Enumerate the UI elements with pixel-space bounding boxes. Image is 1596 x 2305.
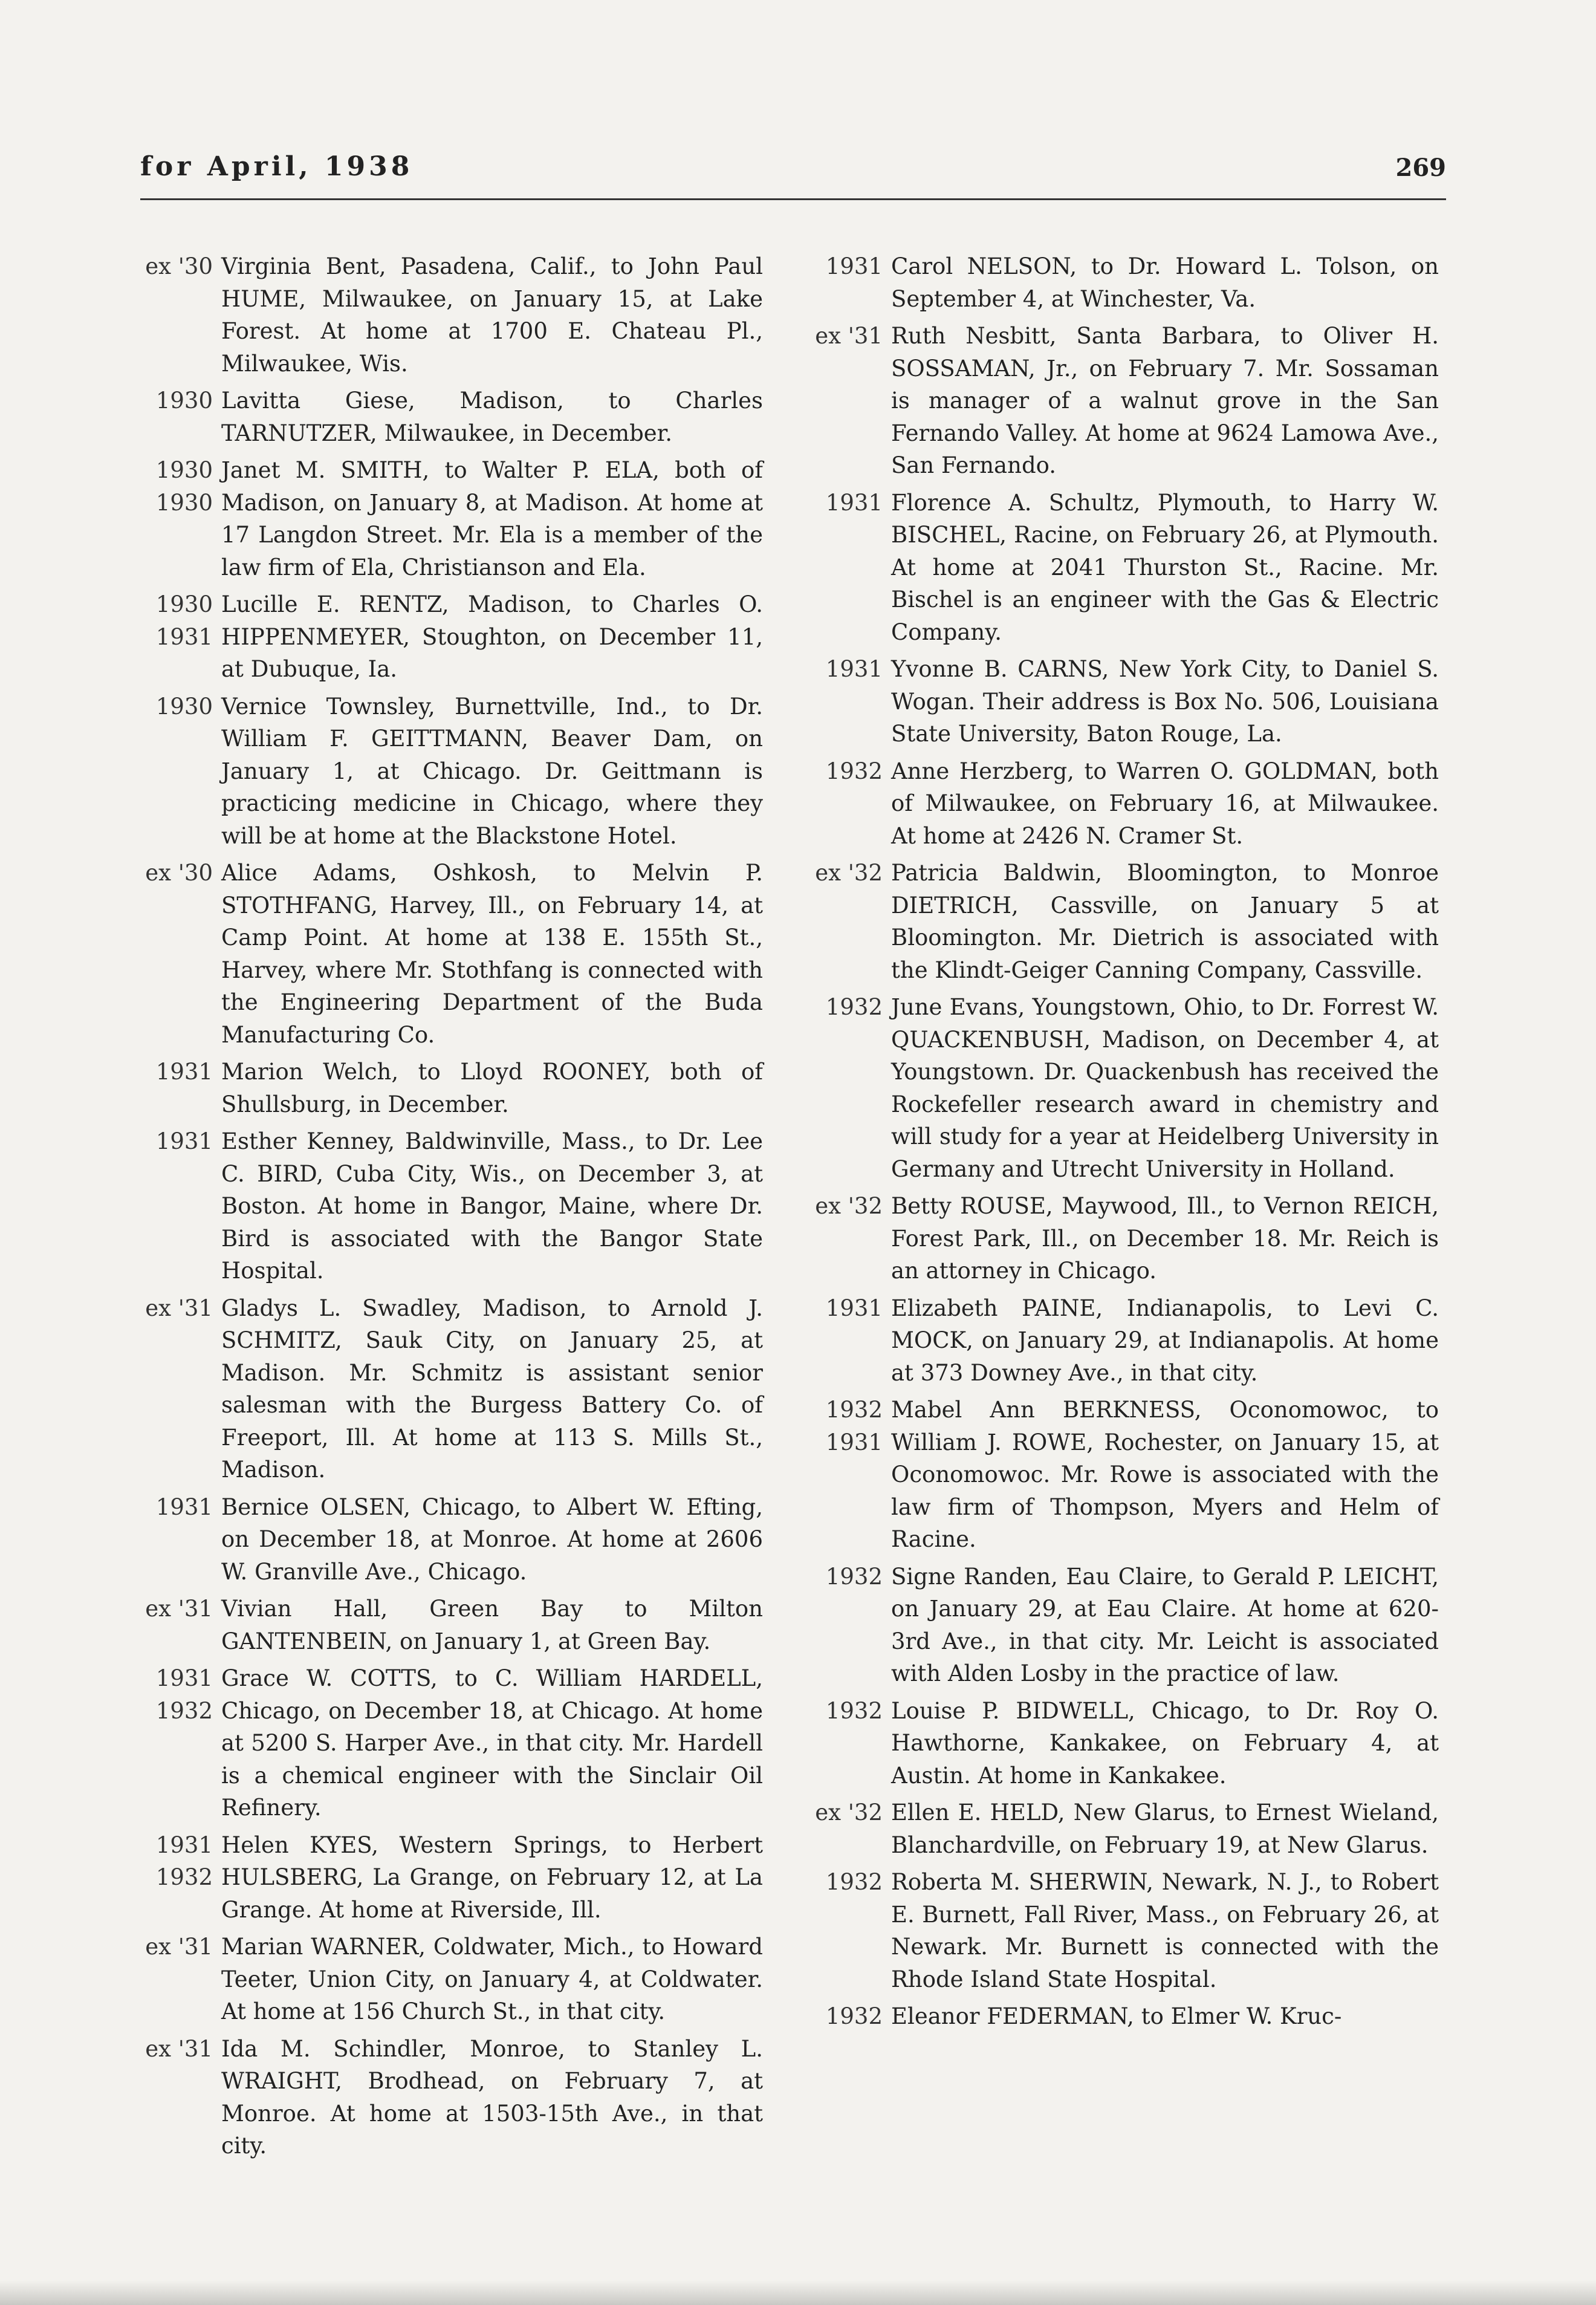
- entry-text: Mabel Ann BERKNESS, Oconomowoc, to William J. ROWE, Rochester, on January 15, at Oconomowoc. Mr. Rowe is associated with the law firm of Thompson, Myers and Helm of Racine.: [891, 1397, 1439, 1552]
- marriage-entry: [140, 1125, 763, 1287]
- class-year: 1932: [825, 2003, 883, 2029]
- right-column: [810, 250, 1439, 2038]
- entry-text: Marian WARNER, Coldwater, Mich., to Howard Teeter, Union City, on January 4, at Coldwater. At home at 156 Church St., in that city.: [221, 1934, 763, 2024]
- class-year: 1931 1932: [155, 1832, 213, 1890]
- marriage-entry: [810, 487, 1439, 649]
- entry-text: Anne Herzberg, to Warren O. GOLDMAN, both of Milwaukee, on February 16, at Milwaukee. At home at 2426 N. Cramer St.: [891, 758, 1439, 849]
- entry-text: Elizabeth PAINE, Indianapolis, to Levi C. MOCK, on January 29, at Indianapolis. At home at 373 Downey Ave., in that city.: [891, 1295, 1439, 1386]
- entry-text: Carol NELSON, to Dr. Howard L. Tolson, on September 4, at Winchester, Va.: [891, 253, 1439, 312]
- entry-text: Vernice Townsley, Burnettville, Ind., to Dr. William F. GEITTMANN, Beaver Dam, on January 1, at Chicago. Dr. Geittmann is practicing medicine in Chicago, where they will be at home at the Blackstone Hotel.: [221, 693, 763, 849]
- entry-text: Grace W. COTTS, to C. William HARDELL, Chicago, on December 18, at Chicago. At home at 5200 S. Harper Ave., in that city. Mr. Hardell is a chemical engineer with the Sinclair Oil Refinery.: [221, 1665, 763, 1821]
- marriage-entry: [140, 1593, 763, 1657]
- marriage-entry: [140, 1662, 763, 1824]
- marriage-entry: [140, 1056, 763, 1120]
- class-year: ex '32: [815, 1799, 883, 1825]
- entry-text: Patricia Baldwin, Bloomington, to Monroe DIETRICH, Cassville, on January 5 at Bloomington. Mr. Dietrich is associated with the Klindt-Geiger Canning Company, Cassville.: [891, 860, 1439, 983]
- class-year: 1930: [155, 388, 213, 414]
- class-year: 1931: [825, 1295, 883, 1321]
- marriage-entry: [140, 385, 763, 449]
- class-year: 1930 1930: [155, 457, 213, 516]
- entry-text: Ellen E. HELD, New Glarus, to Ernest Wieland, Blanchardville, on February 19, at New Glarus.: [891, 1799, 1439, 1858]
- marriage-entry: [810, 991, 1439, 1185]
- marriage-entry: [810, 1796, 1439, 1861]
- entry-text: Virginia Bent, Pasadena, Calif., to John Paul HUME, Milwaukee, on January 15, at Lake Forest. At home at 1700 E. Chateau Pl., Milwaukee, Wis.: [221, 253, 763, 377]
- marriage-entry: [140, 1292, 763, 1486]
- marriage-entry: [140, 691, 763, 853]
- marriage-entry: [810, 1561, 1439, 1690]
- entry-text: Janet M. SMITH, to Walter P. ELA, both of Madison, on January 8, at Madison. At home at 17 Langdon Street. Mr. Ela is a member of the law firm of Ela, Christianson and Ela.: [221, 457, 763, 580]
- entry-text: Vivian Hall, Green Bay to Milton GANTENBEIN, on January 1, at Green Bay.: [221, 1596, 763, 1654]
- entry-text: Betty ROUSE, Maywood, Ill., to Vernon REICH, Forest Park, Ill., on December 18. Mr. Reich is an attorney in Chicago.: [891, 1193, 1439, 1284]
- class-year: 1930 1931: [155, 591, 213, 650]
- class-year: ex '31: [815, 323, 883, 349]
- class-year: 1932 1931: [825, 1397, 883, 1455]
- page-header: [140, 144, 1446, 200]
- class-year: 1931: [155, 1494, 213, 1520]
- class-year: ex '31: [145, 1934, 213, 1960]
- entry-text: Lucille E. RENTZ, Madison, to Charles O. HIPPENMEYER, Stoughton, on December 11, at Dubuque, Ia.: [221, 591, 763, 682]
- marriage-entry: [810, 250, 1439, 315]
- class-year: ex '32: [815, 1193, 883, 1219]
- class-year: 1931 1932: [155, 1665, 213, 1724]
- marriage-entry: [140, 588, 763, 686]
- marriage-entry: [810, 1190, 1439, 1287]
- entry-text: Marion Welch, to Lloyd ROONEY, both of Shullsburg, in December.: [221, 1059, 763, 1117]
- left-column: [140, 250, 763, 2167]
- class-year: ex '32: [815, 860, 883, 886]
- entry-text: Signe Randen, Eau Claire, to Gerald P. LEICHT, on January 29, at Eau Claire. At home at 620-3rd Ave., in that city. Mr. Leicht is associated with Alden Losby in the practice of law.: [891, 1563, 1439, 1686]
- class-year: 1932: [825, 1697, 883, 1724]
- marriage-entry: [810, 857, 1439, 986]
- marriage-entry: [810, 320, 1439, 482]
- class-year: ex '31: [145, 1596, 213, 1622]
- class-year: 1931: [825, 253, 883, 279]
- marriage-entry: [140, 250, 763, 380]
- marriage-entry: [810, 1866, 1439, 1995]
- class-year: 1932: [825, 994, 883, 1020]
- marriage-entry: [140, 1931, 763, 2028]
- entry-text: Esther Kenney, Baldwinville, Mass., to Dr. Lee C. BIRD, Cuba City, Wis., on December 3, at Boston. At home in Bangor, Maine, where Dr. Bird is associated with the Bangor State Hospital.: [221, 1128, 763, 1284]
- class-year: 1930: [155, 693, 213, 720]
- entry-text: Louise P. BIDWELL, Chicago, to Dr. Roy O. Hawthorne, Kankakee, on February 4, at Austin. At home in Kankakee.: [891, 1697, 1439, 1789]
- class-year: 1931: [155, 1128, 213, 1154]
- entry-text: Helen KYES, Western Springs, to Herbert HULSBERG, La Grange, on February 12, at La Grange. At home at Riverside, Ill.: [221, 1832, 763, 1923]
- class-year: ex '31: [145, 2035, 213, 2062]
- page-number: 269: [1395, 154, 1446, 182]
- marriage-entry: [140, 2033, 763, 2162]
- scan-edge-shadow: [0, 2281, 1596, 2305]
- entry-text: Gladys L. Swadley, Madison, to Arnold J. SCHMITZ, Sauk City, on January 25, at Madison. Mr. Schmitz is assistant senior salesman with the Burgess Battery Co. of Freeport, Ill. At home at 113 S. Mills St., Madison.: [221, 1295, 763, 1483]
- entry-text: Alice Adams, Oshkosh, to Melvin P. STOTHFANG, Harvey, Ill., on February 14, at Camp Point. At home at 138 E. 155th St., Harvey, where Mr. Stothfang is connected with the Engineering Department of the Buda Manufacturing Co.: [221, 860, 763, 1048]
- class-year: 1931: [155, 1059, 213, 1085]
- class-year: ex '30: [145, 253, 213, 279]
- marriage-entry: [810, 2000, 1439, 2033]
- marriage-entry: [140, 454, 763, 584]
- class-year: 1931: [825, 489, 883, 516]
- entry-text: Ida M. Schindler, Monroe, to Stanley L. WRAIGHT, Brodhead, on February 7, at Monroe. At home at 1503-15th Ave., in that city.: [221, 2035, 763, 2159]
- entry-text: June Evans, Youngstown, Ohio, to Dr. Forrest W. QUACKENBUSH, Madison, on December 4, at Youngstown. Dr. Quackenbush has received the Rockefeller research award in chemistry and will study for a year at Heidelberg University in Germany and Utrecht University in Holland.: [891, 994, 1439, 1182]
- marriage-entry: [140, 1491, 763, 1588]
- marriage-entry: [140, 857, 763, 1051]
- class-year: 1931: [825, 656, 883, 682]
- entry-text: Florence A. Schultz, Plymouth, to Harry W. BISCHEL, Racine, on February 26, at Plymouth. At home at 2041 Thurston St., Racine. Mr. Bischel is an engineer with the Gas & Electric Company.: [891, 489, 1439, 645]
- page-title: for April, 1938: [140, 151, 414, 182]
- class-year: 1932: [825, 758, 883, 784]
- entry-text: Yvonne B. CARNS, New York City, to Daniel S. Wogan. Their address is Box No. 506, Louisiana State University, Baton Rouge, La.: [891, 656, 1439, 747]
- marriage-entry: [810, 653, 1439, 750]
- marriage-entry: [810, 1394, 1439, 1556]
- entry-text: Lavitta Giese, Madison, to Charles TARNUTZER, Milwaukee, in December.: [221, 388, 763, 446]
- marriage-entry: [810, 1292, 1439, 1390]
- entry-text: Roberta M. SHERWIN, Newark, N. J., to Robert E. Burnett, Fall River, Mass., on February 26, at Newark. Mr. Burnett is connected with the Rhode Island State Hospital.: [891, 1869, 1439, 1992]
- entry-text: Eleanor FEDERMAN, to Elmer W. Kruc-: [891, 2003, 1342, 2029]
- marriage-entry: [810, 1695, 1439, 1792]
- class-year: ex '31: [145, 1295, 213, 1321]
- class-year: 1932: [825, 1563, 883, 1590]
- marriage-entry: [810, 755, 1439, 853]
- marriage-entry: [140, 1829, 763, 1926]
- entry-text: Ruth Nesbitt, Santa Barbara, to Oliver H. SOSSAMAN, Jr., on February 7. Mr. Sossaman is manager of a walnut grove in the San Fernando Valley. At home at 9624 Lamowa Ave., San Fernando.: [891, 323, 1439, 478]
- class-year: ex '30: [145, 860, 213, 886]
- class-year: 1932: [825, 1869, 883, 1895]
- entry-text: Bernice OLSEN, Chicago, to Albert W. Efting, on December 18, at Monroe. At home at 2606 W. Granville Ave., Chicago.: [221, 1494, 763, 1585]
